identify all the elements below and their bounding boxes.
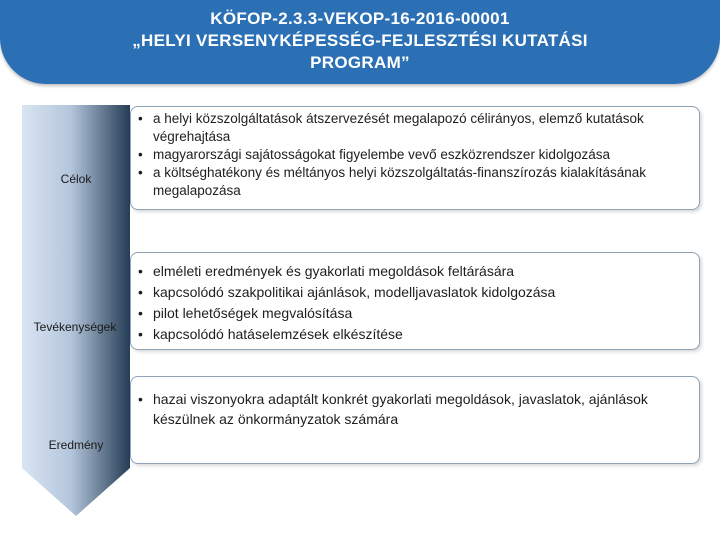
results-list: [136, 389, 706, 429]
list-item: • pilot lehetőségek megvalósítása: [136, 303, 696, 324]
list-item: • a költséghatékony és méltányos helyi közszolgáltatás-finanszírozás kialakításának megalapozása: [136, 164, 706, 200]
section-label-celok: Célok: [60, 172, 92, 186]
list-item: • kapcsolódó szakpolitikai ajánlások, modelljavaslatok kidolgozása: [136, 282, 696, 303]
section-label-tevekenysegek: Tevékenységek: [33, 320, 117, 334]
title-line-3: PROGRAM”: [310, 53, 410, 72]
goals-list: [136, 110, 706, 200]
list-item: • elméleti eredmények és gyakorlati megoldások feltárására: [136, 261, 696, 282]
title-line-1: KÖFOP-2.3.3-VEKOP-16-2016-00001: [210, 9, 510, 28]
list-item: • a helyi közszolgáltatások átszervezését megalapozó célirányos, elemző kutatások végrehajtása: [136, 110, 706, 146]
list-item: • magyarországi sajátosságokat figyelembe vevő eszközrendszer kidolgozása: [136, 146, 706, 164]
section-label-eredmeny: Eredmény: [48, 438, 104, 452]
title-line-2: „HELYI VERSENYKÉPESSÉG-FEJLESZTÉSI KUTATÁSI: [132, 31, 588, 50]
list-item: • hazai viszonyokra adaptált konkrét gyakorlati megoldások, javaslatok, ajánlások készülnek az önkormányzatok számára: [136, 389, 706, 429]
activities-list: [136, 261, 696, 345]
list-item: • kapcsolódó hatáselemzések elkészítése: [136, 324, 696, 345]
